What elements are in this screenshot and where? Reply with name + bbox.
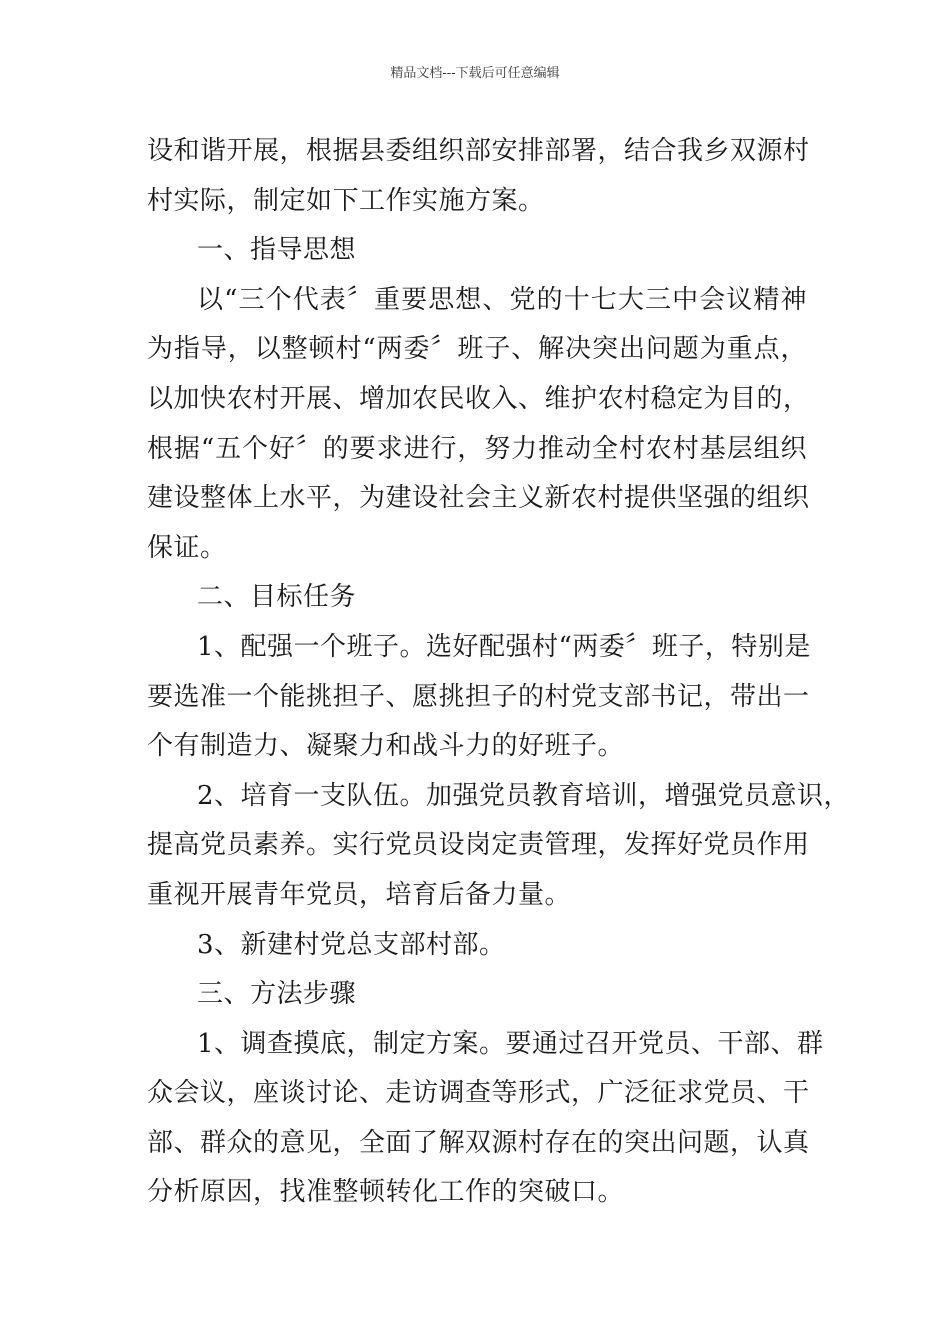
body-line: 保证。 [147, 532, 227, 563]
body-line: 以“三个代表〞重要思想、党的十七大三中会议精神 [197, 284, 807, 315]
page-header: 精品文档---下载后可任意编辑 [390, 66, 560, 81]
body-line: 分析原因，找准整顿转化工作的突破口。 [147, 1177, 625, 1208]
body-line: 众会议，座谈讨论、走访调查等形式，广泛征求党员、干 [147, 1078, 810, 1109]
body-line: 村实际，制定如下工作实施方案。 [147, 185, 545, 216]
body-line: 提高党员素养。实行党员设岗定责管理，发挥好党员作用 [147, 830, 810, 861]
body-line: 为指导，以整顿村“两委〞班子、解决突出问题为重点， [147, 334, 807, 365]
section-heading: 一、指导思想 [197, 235, 357, 266]
body-line: 重视开展青年党员，培育后备力量。 [147, 879, 572, 910]
body-line: 2、培育一支队伍。加强党员教育培训，增强党员意识， [197, 780, 851, 811]
body-line: 部、群众的意见，全面了解双源村存在的突出问题，认真 [147, 1127, 810, 1158]
body-line: 要选准一个能挑担子、愿挑担子的村党支部书记，带出一 [147, 681, 810, 712]
section-heading: 三、方法步骤 [197, 979, 357, 1010]
body-line: 以加快农村开展、增加农民收入、维护农村稳定为目的， [147, 383, 810, 414]
body-line: 根据“五个好〞的要求进行，努力推动全村农村基层组织 [147, 433, 807, 464]
body-line: 建设整体上水平，为建设社会主义新农村提供坚强的组织 [147, 483, 810, 514]
body-line: 1、调查摸底，制定方案。要通过召开党员、干部、群 [197, 1028, 824, 1059]
body-line: 设和谐开展，根据县委组织部安排部署，结合我乡双源村 [147, 136, 810, 166]
body-line: 1、配强一个班子。选好配强村“两委〞班子，特别是 [197, 631, 811, 662]
body-line: 个有制造力、凝聚力和战斗力的好班子。 [147, 731, 625, 762]
document-body [147, 127, 851, 1218]
section-heading: 二、目标任务 [197, 582, 357, 613]
body-line: 3、新建村党总支部村部。 [197, 929, 506, 960]
